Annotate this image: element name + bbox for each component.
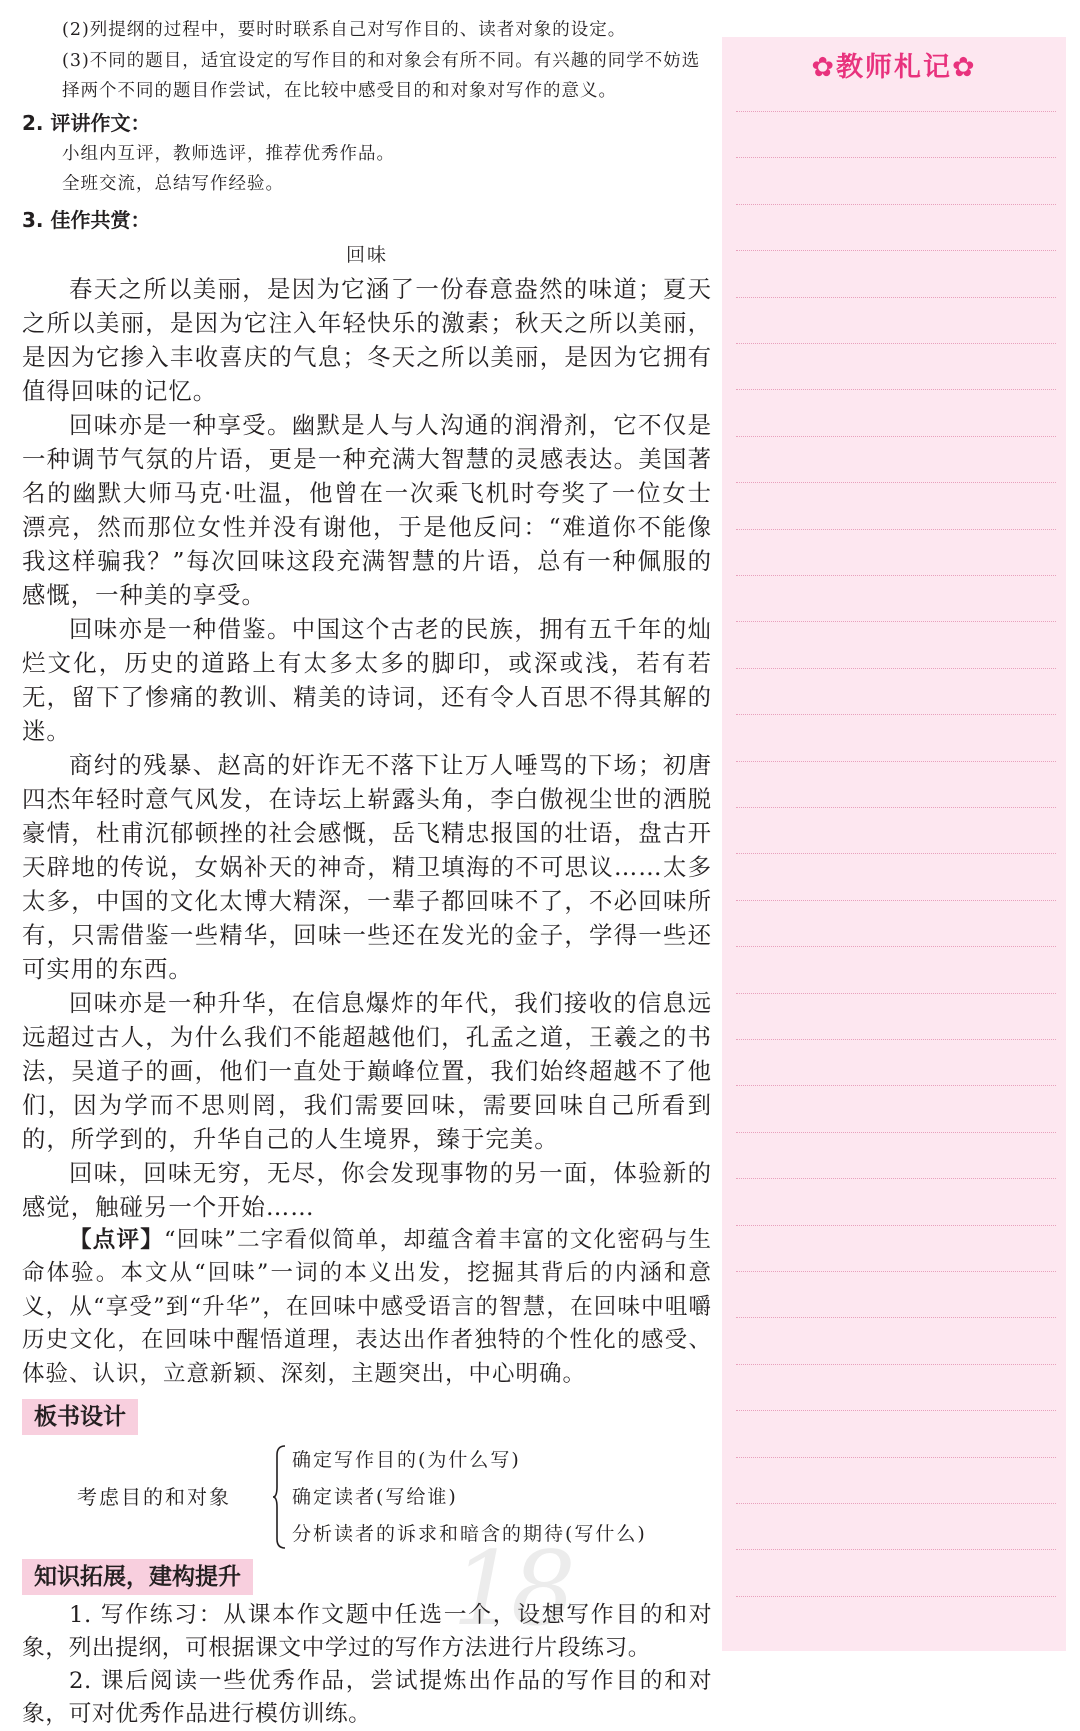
notes-line	[736, 1039, 1056, 1040]
essay-paragraph: 春天之所以美丽，是因为它涵了一份春意盎然的味道；夏天之所以美丽，是因为它注入年轻快乐的激素；秋天之所以美丽，是因为它掺入丰收喜庆的气息；冬天之所以美丽，是因为它拥有值得回味的记忆。	[22, 274, 712, 405]
board-item: 确定读者(写给谁)	[292, 1486, 458, 1508]
notes-line	[736, 250, 1056, 251]
notes-line	[736, 343, 1056, 344]
board-left-label: 考虑目的和对象	[77, 1485, 231, 1509]
board-design-heading: 板书设计	[22, 1399, 138, 1435]
board-item: 分析读者的诉求和暗含的期待(写什么)	[292, 1523, 647, 1545]
notes-line	[736, 1596, 1056, 1597]
essay-paragraph: 商纣的残暴、赵高的奸诈无不落下让万人唾骂的下场；初唐四杰年轻时意气风发，在诗坛上崭露头角，李白傲视尘世的洒脱豪情，杜甫沉郁顿挫的社会感慨，岳飞精忠报国的壮语，盘古开天辟地的传说，女娲补天的神奇，精卫填海的不可思议……太多太多，中国的文化太博大精深，一辈子都回味不了，不必回味所有，只需借鉴一些精华，回味一些还在发光的金子，学得一些还可实用的东西。	[22, 750, 712, 983]
board-item: 确定写作目的(为什么写)	[292, 1449, 521, 1471]
notes-line	[736, 1410, 1056, 1411]
extension-item: 1. 写作练习：从课本作文题中任选一个，设想写作目的和对象，列出提纲，可根据课文中学过的写作方法进行片段练习。	[22, 1602, 712, 1661]
section2-heading: 2. 评讲作文：	[22, 110, 151, 135]
notes-line	[736, 946, 1056, 947]
notes-line	[736, 1549, 1056, 1550]
intro-note-3: (3)不同的题目，适宜设定的写作目的和对象会有所不同。有兴趣的同学不妨选择两个不同的题目作尝试，在比较中感受目的和对象对写作的意义。	[62, 50, 701, 101]
notes-line	[736, 575, 1056, 576]
teacher-notes-panel	[722, 37, 1066, 1651]
section2-line: 全班交流，总结写作经验。	[62, 174, 284, 194]
notes-line	[736, 1503, 1056, 1504]
essay-paragraph: 回味亦是一种借鉴。中国这个古老的民族，拥有五千年的灿烂文化，历史的道路上有太多太多的脚印，或深或浅，若有若无，留下了惨痛的教训、精美的诗词，还有令人百思不得其解的迷。	[22, 614, 712, 745]
notes-line	[736, 1132, 1056, 1133]
notes-line	[736, 111, 1056, 112]
notes-line	[736, 761, 1056, 762]
section2-line: 小组内互评，教师选评，推荐优秀作品。	[62, 143, 395, 164]
brace-icon	[272, 1443, 286, 1551]
notes-line	[736, 1271, 1056, 1272]
notes-line	[736, 1457, 1056, 1458]
notes-line	[736, 204, 1056, 205]
teacher-notes-title: ✿教师札记✿	[811, 52, 977, 83]
notes-line	[736, 621, 1056, 622]
notes-line	[736, 157, 1056, 158]
extension-heading: 知识拓展，建构提升	[22, 1559, 253, 1595]
page-number: 18	[452, 1530, 570, 1649]
notes-line	[736, 900, 1056, 901]
notes-line	[736, 714, 1056, 715]
notes-line	[736, 807, 1056, 808]
notes-line	[736, 529, 1056, 530]
notes-line	[736, 1364, 1056, 1365]
comment-tag: 【点评】	[69, 1226, 165, 1253]
notes-line	[736, 1178, 1056, 1179]
comment-text: “回味”二字看似简单，却蕴含着丰富的文化密码与生命体验。本文从“回味”一词的本义出发，挖掘其背后的内涵和意义，从“享受”到“升华”，在回味中感受语言的智慧，在回味中咀嚼历史文化，在回味中醒悟道理，表达出作者独特的个性化的感受、体验、认识，立意新颖、深刻，主题突出，中心明确。	[22, 1226, 712, 1387]
notes-line	[736, 993, 1056, 994]
comment-paragraph	[22, 1224, 712, 1392]
essay-paragraph: 回味亦是一种升华，在信息爆炸的年代，我们接收的信息远远超过古人，为什么我们不能超越他们，孔孟之道，王羲之的书法，吴道子的画，他们一直处于巅峰位置，我们始终超越不了他们，因为学而不思则罔，我们需要回味，需要回味自己所看到的，所学到的，升华自己的人生境界，臻于完美。	[22, 988, 712, 1153]
intro-note-2: (2)列提纲的过程中，要时时联系自己对写作目的、读者对象的设定。	[62, 20, 627, 40]
main-content	[22, 15, 712, 1731]
notes-line	[736, 482, 1056, 483]
notes-line	[736, 1317, 1056, 1318]
extension-item: 2. 课后阅读一些优秀作品，尝试提炼出作品的写作目的和对象，可对优秀作品进行模仿训练。	[22, 1668, 712, 1727]
notes-line	[736, 853, 1056, 854]
notes-line	[736, 1225, 1056, 1226]
notes-line	[736, 668, 1056, 669]
notes-line	[736, 297, 1056, 298]
essay-paragraph: 回味，回味无穷，无尽，你会发现事物的另一面，体验新的感觉，触碰另一个开始……	[22, 1158, 712, 1221]
notes-line	[736, 436, 1056, 437]
essay-title: 回味	[345, 243, 388, 266]
essay-paragraph: 回味亦是一种享受。幽默是人与人沟通的润滑剂，它不仅是一种调节气氛的片语，更是一种充满大智慧的灵感表达。美国著名的幽默大师马克·吐温，他曾在一次乘飞机时夸奖了一位女士漂亮，然而那位女性并没有谢他，于是他反问：“难道你不能像我这样骗我？”每次回味这段充满智慧的片语，总有一种佩服的感慨，一种美的享受。	[22, 410, 712, 609]
notes-line	[736, 389, 1056, 390]
section3-heading: 3. 佳作共赏：	[22, 207, 151, 232]
board-design-diagram	[22, 1443, 712, 1553]
notes-line	[736, 1085, 1056, 1086]
